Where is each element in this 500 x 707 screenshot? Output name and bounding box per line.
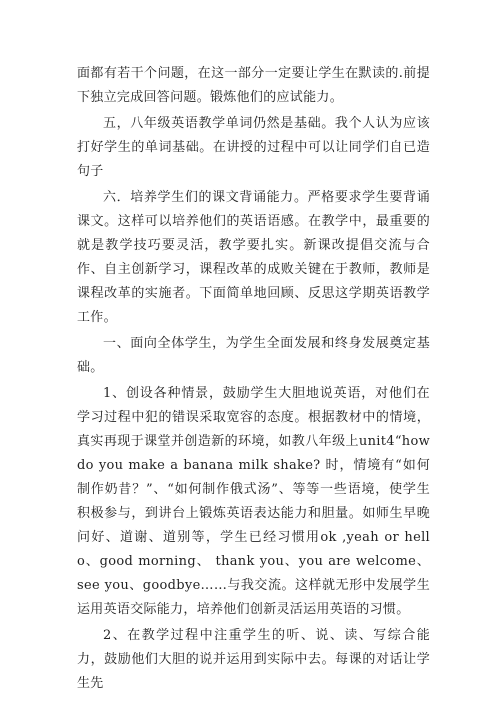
paragraph-2: 五，八年级英语教学单词仍然是基础。我个人认为应该打好学生的单词基础。在讲授的过程中可以让同学们自已造句子 [77,116,430,179]
paragraph-6: 2、在教学过程中注重学生的听、说、读、写综合能力，鼓励他们大胆的说并运用到实际中去。每课的对话让学生先 [77,628,430,691]
paragraph-1: 面都有若干个问题，在这一部分一定要让学生在默读的.前提下独立完成回答问题。锻炼他们的应试能力。 [77,66,430,105]
paragraph-4: 一、面向全体学生，为学生全面发展和终身发展奠定基础。 [77,336,430,375]
paragraph-5: 1、创设各种情景，鼓励学生大胆地说英语，对他们在学习过程中犯的错误采取宽容的态度。根据教材中的情境，真实再现于课堂并创造新的环境，如教八年级上unit4“how do you make a banana milk shake? 时，情境有“如何制作奶昔？”、“如何制作俄式汤”、等等一些语境，使学生积极参与，到讲台上锻炼英语表达能力和胆量。如师生早晚问好、道谢、道别等，学生已经习惯用ok ,yeah or hello、good morning、 thank you、you are welcome、 see you、goodbye……与我交流。这样就无形中发展学生运用英语交际能力，培养他们创新灵活运用英语的习惯。 [77,386,430,617]
document-body [77,62,430,698]
paragraph-3: 六．培养学生们的课文背诵能力。严格要求学生要背诵课文。这样可以培养他们的英语语感。在教学中，最重要的就是教学技巧要灵活，教学要扎实。新课改提倡交流与合作、自主创新学习，课程改革的成败关键在于教师，教师是课程改革的实施者。下面简单地回顾、反思这学期英语教学工作。 [77,190,430,325]
